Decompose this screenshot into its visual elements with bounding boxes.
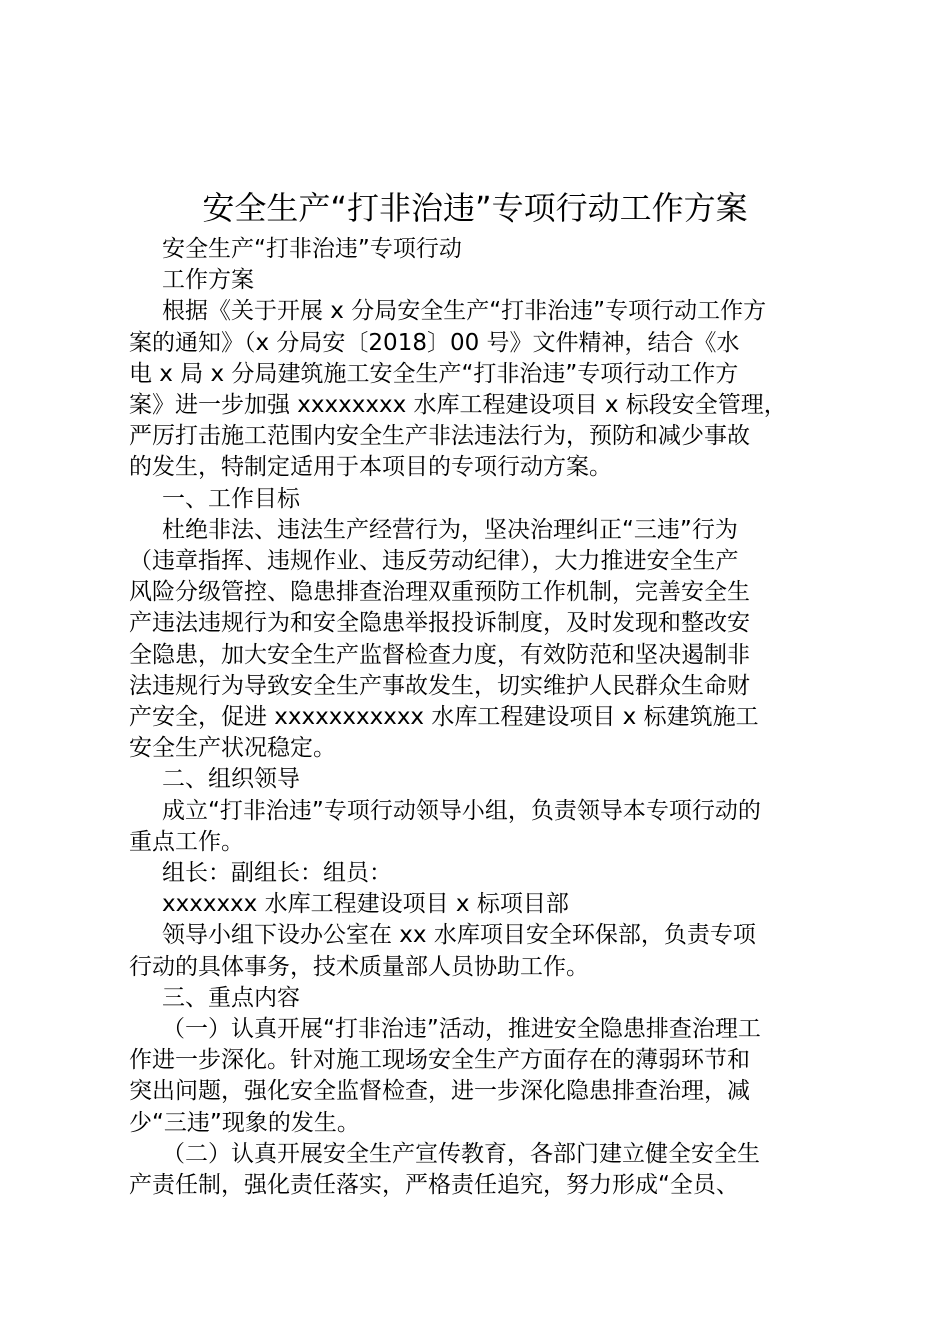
key-content-item-2: （二）认真开展安全生产宣传教育，各部门建立健全安全生 产责任制，强化责任落实，严格责任追究，努力形成“全员、 [129,1140,760,1199]
document-body [129,234,841,1201]
leadership-roles: 组长：副组长：组员： [162,860,392,887]
subtitle-line-1: 安全生产“打非治违”专项行动 [162,236,462,262]
subtitle-line-2: 工作方案 [162,267,254,294]
section-heading-goals: 一、工作目标 [162,485,300,512]
office-paragraph: 领导小组下设办公室在 xx 水库项目安全环保部，负责专项 行动的具体事务，技术质量部人员协助工作。 [129,922,756,980]
leadership-unit: xxxxxxx 水库工程建设项目 x 标项目部 [162,891,569,918]
intro-paragraph: 根据《关于开展 x 分局安全生产“打非治违”专项行动工作方 案的通知》（x 分局安〔2018〕00 号》文件精神，结合《水 电 x 局 x 分局建筑施工安全生产“打非治违”专项行动工作方 案》进一步加强 xxxxxxxx 水库工程建设项目 x 标段安全管理， 严厉打击施工范围内安全生产非法违法行为，预防和减少事故 的发生，特制定适用于本项目的专项行动方案。 [129,298,787,481]
leadership-paragraph: 成立“打非治违”专项行动领导小组，负责领导本专项行动的 重点工作。 [129,797,761,855]
goals-paragraph: 杜绝非法、违法生产经营行为，坚决治理纠正“三违”行为 （违章指挥、违规作业、违反劳动纪律），大力推进安全生产 风险分级管控、隐患排查治理双重预防工作机制，完善安全生 产违法违规行为和安全隐患举报投诉制度，及时发现和整改安 全隐患，加大安全生产监督检查力度，有效防范和坚决遏制非 法违规行为导致安全生产事故发生，切实维护人民群众生命财 产安全，促进 xxxxxxxxxxx 水库工程建设项目 x 标建筑施工 安全生产状况稳定。 [129,516,759,762]
section-heading-key-content: 三、重点内容 [162,984,300,1011]
document-title: 安全生产“打非治违”专项行动工作方案 [202,189,748,227]
section-heading-leadership: 二、组织领导 [162,766,300,793]
key-content-item-1: （一）认真开展“打非治违”活动，推进安全隐患排查治理工 作进一步深化。针对施工现场安全生产方面存在的薄弱环节和 突出问题，强化安全监督检查，进一步深化隐患排查治理，减 少“三违”现象的发生。 [129,1016,761,1136]
